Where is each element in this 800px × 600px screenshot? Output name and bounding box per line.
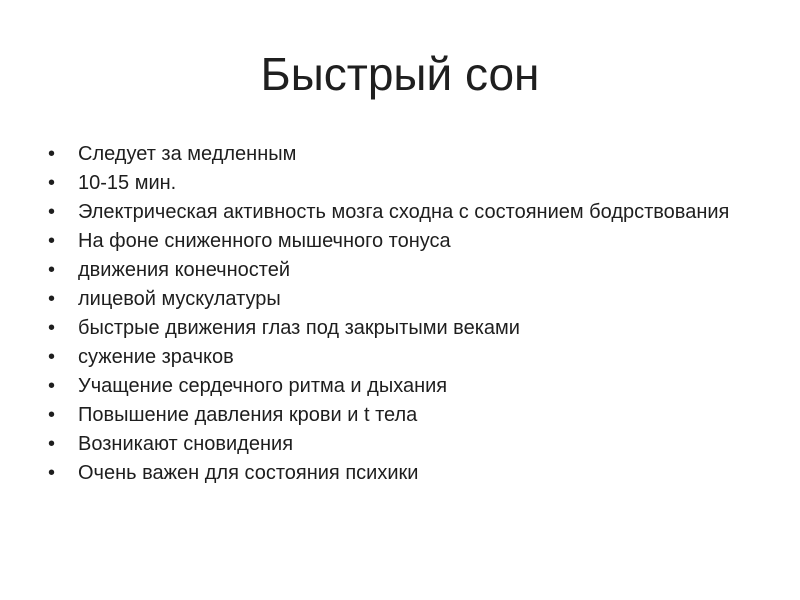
bullet-text: 10-15 мин. — [78, 172, 177, 194]
bullet-dot-icon: • — [48, 259, 56, 281]
bullet-dot-icon: • — [48, 404, 56, 426]
bullet-dot-icon: • — [48, 462, 56, 484]
bullet-dot-icon: • — [48, 433, 56, 455]
bullet-text: Электрическая активность мозга сходна с состоянием бодрствования — [78, 201, 730, 223]
bullet-item — [48, 201, 748, 223]
bullet-dot-icon: • — [48, 375, 56, 397]
bullet-text: лицевой мускулатуры — [78, 288, 281, 310]
bullet-text: быстрые движения глаз под закрытыми веками — [78, 317, 520, 339]
bullet-text: Возникают сновидения — [78, 433, 294, 455]
bullet-item — [48, 172, 748, 194]
bullet-dot-icon: • — [48, 346, 56, 368]
bullet-text: сужение зрачков — [78, 346, 234, 368]
bullet-item — [48, 404, 748, 426]
bullet-item — [48, 259, 748, 281]
bullet-text: Очень важен для состояния психики — [78, 462, 419, 484]
bullet-item — [48, 230, 748, 252]
bullet-dot-icon: • — [48, 288, 56, 310]
bullet-list — [48, 143, 748, 491]
slide-title: Быстрый сон — [260, 48, 540, 100]
bullet-item — [48, 433, 748, 455]
bullet-item — [48, 462, 748, 484]
bullet-text: Повышение давления крови и t тела — [78, 404, 418, 426]
bullet-item — [48, 317, 748, 339]
bullet-text: На фоне сниженного мышечного тонуса — [78, 230, 451, 252]
bullet-dot-icon: • — [48, 317, 56, 339]
bullet-text: Учащение сердечного ритма и дыхания — [78, 375, 448, 397]
bullet-item — [48, 288, 748, 310]
bullet-item — [48, 346, 748, 368]
bullet-dot-icon: • — [48, 143, 56, 165]
bullet-text: Следует за медленным — [78, 143, 297, 165]
bullet-dot-icon: • — [48, 201, 56, 223]
bullet-dot-icon: • — [48, 230, 56, 252]
bullet-text: движения конечностей — [78, 259, 290, 281]
bullet-item — [48, 375, 748, 397]
bullet-dot-icon: • — [48, 172, 56, 194]
bullet-item — [48, 143, 748, 165]
